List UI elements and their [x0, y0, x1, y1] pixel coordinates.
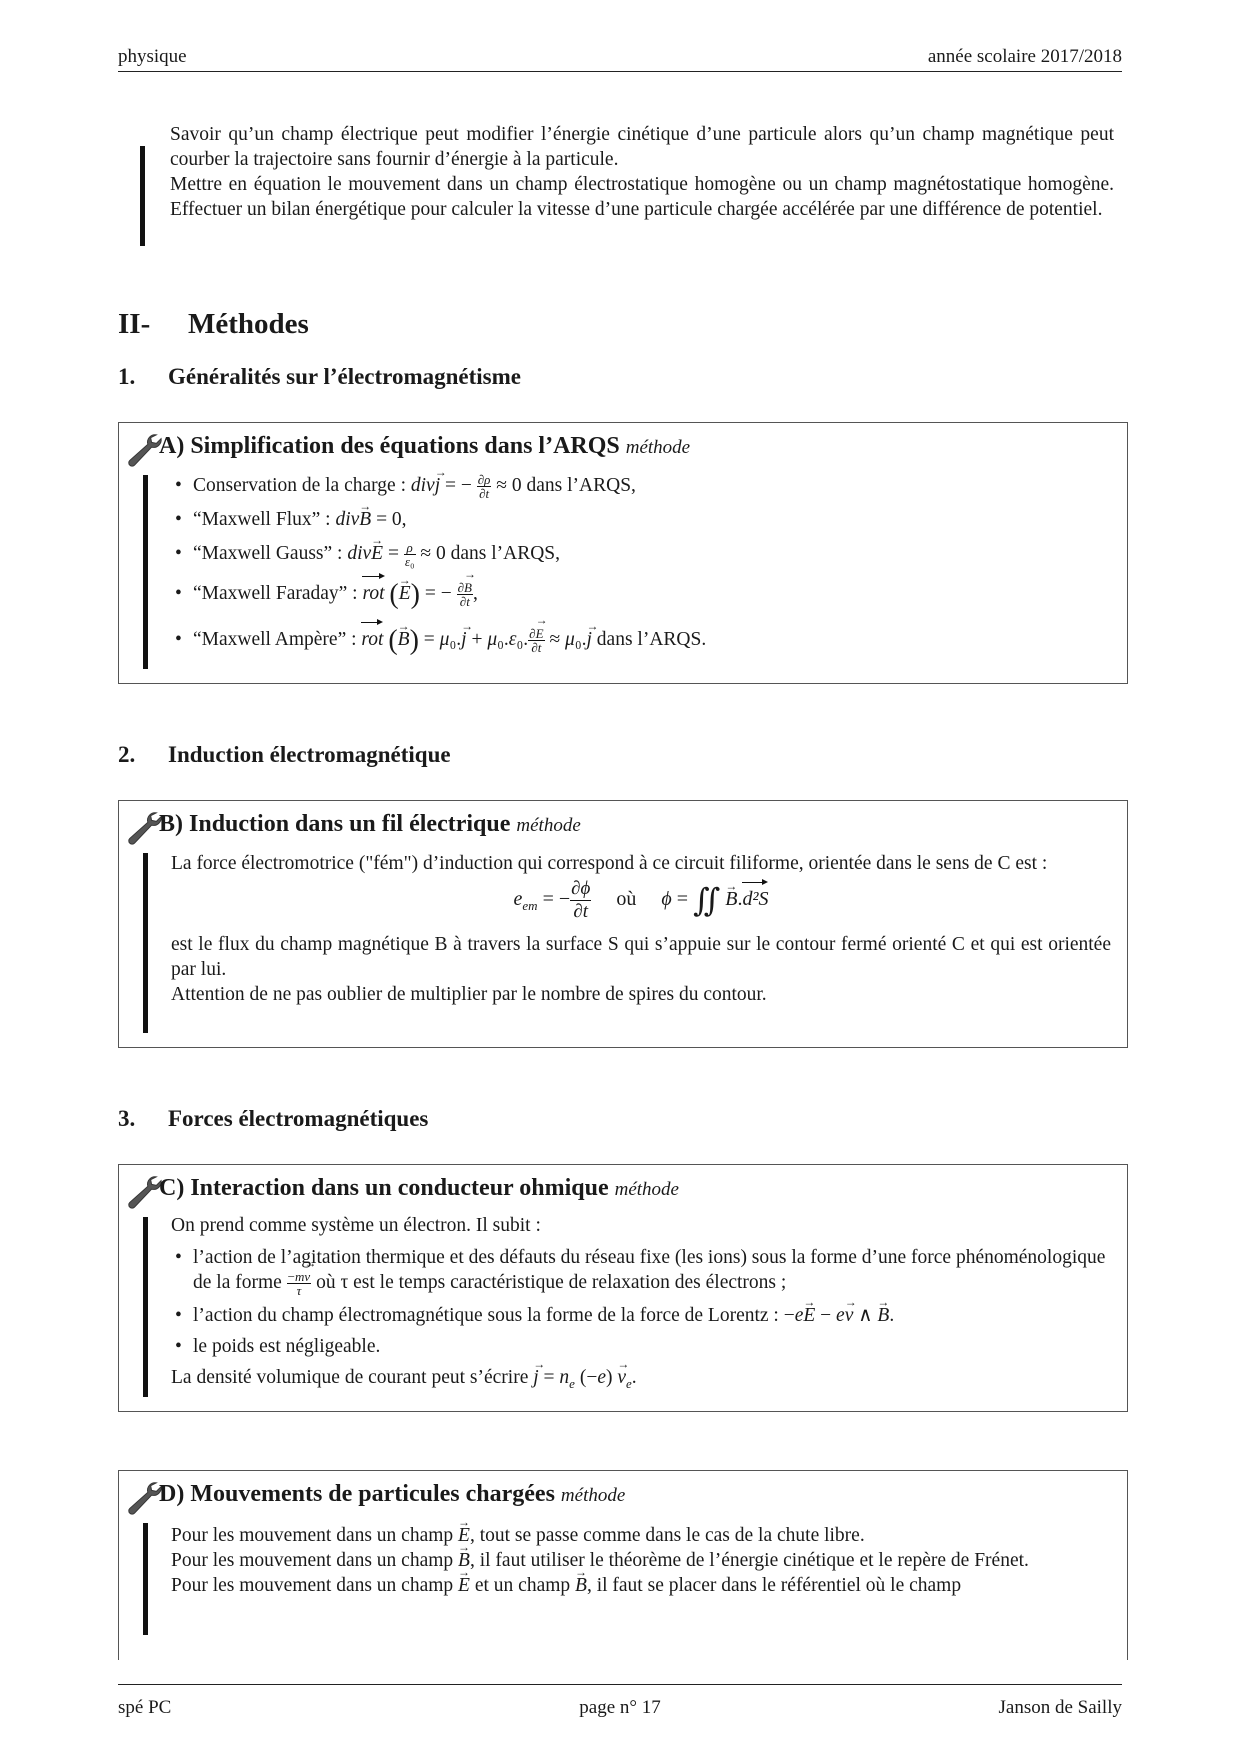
box-d-bar: [143, 1523, 148, 1635]
subsection-2-heading: [118, 742, 451, 768]
subsection-3-title: Forces électromagnétiques: [168, 1106, 429, 1131]
method-box-c-title: [159, 1175, 679, 1202]
box-c-title-text: C) Interaction dans un conducteur ohmique: [159, 1175, 609, 1201]
footer-class: spé PC: [118, 1697, 172, 1718]
box-a-title-text: A) Simplification des équations dans l’ARQS: [159, 433, 620, 459]
item-suffix: ≈ 0 dans l’ARQS,: [420, 543, 561, 564]
box-d-line-1: Pour les mouvement dans un champ → E, tout se passe comme dans le cas de la chute libre.: [171, 1523, 1111, 1548]
intro-line-2: Mettre en équation le mouvement dans un champ électrostatique homogène ou un champ magnétostatique homogène. Effectuer un bilan énergétique pour calculer la vitesse d’une particule chargée accélérée par une différence de potentiel.: [170, 174, 1114, 220]
box-d-content: [171, 1523, 1111, 1598]
item-label: “Maxwell Gauss” :: [193, 543, 343, 564]
item-text: l’action du champ électromagnétique sous la forme de la force de Lorentz :: [193, 1305, 779, 1327]
list-item: • “Maxwell Gauss” : div→ E = $\frac{\rho}{\text{ε₀}}$ ≈ 0 dans l’ARQS,: [171, 541, 1111, 581]
box-b-title-text: B) Induction dans un fil électrique: [159, 811, 511, 837]
box-c-bar: [143, 1217, 148, 1397]
box-c-outro: La densité volumique de courant peut s’écrire → $j = n_e$ $(-e) \to v_e$.: [171, 1365, 1111, 1396]
subsection-2-number: 2.: [118, 742, 136, 767]
page-header: [118, 40, 1122, 72]
subsection-2-title: Induction électromagnétique: [168, 742, 451, 767]
list-item: • Conservation de la charge : div→ j = − $\frac{\partial\rho}{\partial t}$ ≈ 0 dans l’ARQS,: [171, 473, 1111, 507]
item-suffix: dans l’ARQS.: [596, 629, 707, 650]
text: , tout se passe comme dans le cas de la chute libre.: [469, 1525, 865, 1546]
method-box-c: [118, 1164, 1128, 1412]
item-label: Conservation de la charge :: [193, 475, 406, 496]
subsection-3-number: 3.: [118, 1106, 136, 1131]
box-b-line-1: La force électromotrice ("fém") d’induction qui correspond à ce circuit filiforme, orientée dans le sens de C est :: [171, 853, 1048, 874]
text: , il faut utiliser le théorème de l’énergie cinétique et le repère de Frénet.: [469, 1550, 1029, 1571]
box-d-line-2: Pour les mouvement dans un champ → B, il faut utiliser le théorème de l’énergie cinétique et le repère de Frénet.: [171, 1548, 1111, 1573]
section-title: Méthodes: [188, 308, 309, 340]
list-item: • l’action du champ électromagnétique sous la forme de la force de Lorentz : −e→ E − e→ v ∧ → B.: [171, 1303, 1111, 1328]
item-suffix: ≈ 0 dans l’ARQS,: [496, 475, 636, 496]
subsection-1-heading: [118, 364, 521, 390]
list-item: • l’action de l’agitation thermique et des défauts du réseau fixe (les ions) sous la forme d’une force phénoménologique de la forme $\frac{-m\to v}{\tau}$ où τ est le temps caractéristique de relaxation des électrons ;: [171, 1245, 1111, 1297]
text: Pour les mouvement dans un champ: [171, 1550, 454, 1571]
list-item: • “Maxwell Ampère” : rot (→ B) = μ₀.→ j + μ₀.ε₀. $\frac{\partial\to E}{\partial t}$ ≈ μ₀.→ j dans l’ARQS.: [171, 627, 1111, 667]
eq-ou: où: [616, 888, 637, 911]
footer-school: Janson de Sailly: [998, 1697, 1122, 1718]
intro-block: [170, 122, 1114, 222]
wrench-icon: [125, 1173, 163, 1211]
header-year: année scolaire 2017/2018: [927, 46, 1122, 67]
item-text: le poids est négligeable.: [193, 1336, 381, 1358]
intro-bar: [140, 146, 145, 246]
box-c-intro: On prend comme système un électron. Il subit :: [171, 1215, 541, 1236]
item-label: “Maxwell Flux” :: [193, 509, 331, 530]
box-b-bar: [143, 853, 148, 1033]
wrench-icon: [125, 1479, 163, 1517]
item-text: l’action de l’agitation thermique et des défauts du réseau fixe (les ions) sous la forme d’une force phénoménologique de la forme: [193, 1247, 1106, 1293]
method-box-d-title: [159, 1481, 625, 1508]
method-box-b-title: [159, 811, 581, 838]
method-box-b: [118, 800, 1128, 1048]
page-footer: [118, 1684, 1122, 1719]
box-a-content: [171, 473, 1111, 667]
wrench-icon: [125, 809, 163, 847]
box-b-line-3: Attention de ne pas oublier de multiplier par le nombre de spires du contour.: [171, 984, 767, 1005]
box-d-title-text: D) Mouvements de particules chargées: [159, 1481, 555, 1507]
item-label: “Maxwell Ampère” :: [193, 629, 357, 650]
wrench-icon: [125, 431, 163, 469]
box-b-content: [171, 851, 1111, 1007]
text: , il faut se placer dans le référentiel où le champ: [586, 1575, 962, 1596]
section-number: II-: [118, 308, 151, 340]
method-tag: méthode: [560, 1485, 626, 1506]
box-c-content: [171, 1213, 1111, 1396]
item-text: où τ est le temps caractéristique de relaxation des électrons ;: [316, 1272, 787, 1293]
method-tag: méthode: [516, 815, 581, 836]
list-item: • “Maxwell Faraday” : rot (→ E) = − $\frac{\partial\to B}{\partial t}$ ,: [171, 581, 1111, 627]
method-tag: méthode: [625, 437, 691, 458]
subsection-3-heading: [118, 1106, 428, 1132]
box-b-line-2: est le flux du champ magnétique B à travers la surface S qui s’appuie sur le contour fermé orienté C et qui est orientée par lui.: [171, 934, 1111, 980]
header-subject: physique: [118, 46, 187, 67]
text: et un champ: [474, 1575, 571, 1596]
method-box-a-title: [159, 433, 690, 460]
item-suffix: = 0,: [376, 509, 407, 530]
emf-equation: $e_{em}$ = − $\frac{\partial\phi}{\partial t}$ où ϕ = ∬ → B.d²S: [171, 878, 1111, 928]
section-heading: [118, 308, 309, 341]
box-c-outro-text: La densité volumique de courant peut s’écrire: [171, 1367, 529, 1389]
text: Pour les mouvement dans un champ: [171, 1525, 454, 1546]
subsection-1-title: Généralités sur l’électromagnétisme: [168, 364, 521, 389]
method-box-d: [118, 1470, 1128, 1660]
list-item: [171, 1334, 1111, 1359]
footer-page-number: page n° 17: [579, 1697, 661, 1718]
subsection-1-number: 1.: [118, 364, 136, 389]
intro-line-1: Savoir qu’un champ électrique peut modifier l’énergie cinétique d’une particule alors qu’un champ magnétique peut courber la trajectoire sans fournir d’énergie à la particule.: [170, 124, 1114, 170]
box-a-bar: [143, 475, 148, 669]
method-box-a: [118, 422, 1128, 684]
item-suffix: ,: [473, 583, 478, 604]
item-label: “Maxwell Faraday” :: [193, 583, 358, 604]
text: Pour les mouvement dans un champ: [171, 1575, 454, 1596]
box-d-line-3: Pour les mouvement dans un champ → E et un champ → B, il faut se placer dans le référentiel où le champ: [171, 1573, 1111, 1598]
method-tag: méthode: [614, 1179, 679, 1200]
list-item: • “Maxwell Flux” : div→ B = 0,: [171, 507, 1111, 541]
